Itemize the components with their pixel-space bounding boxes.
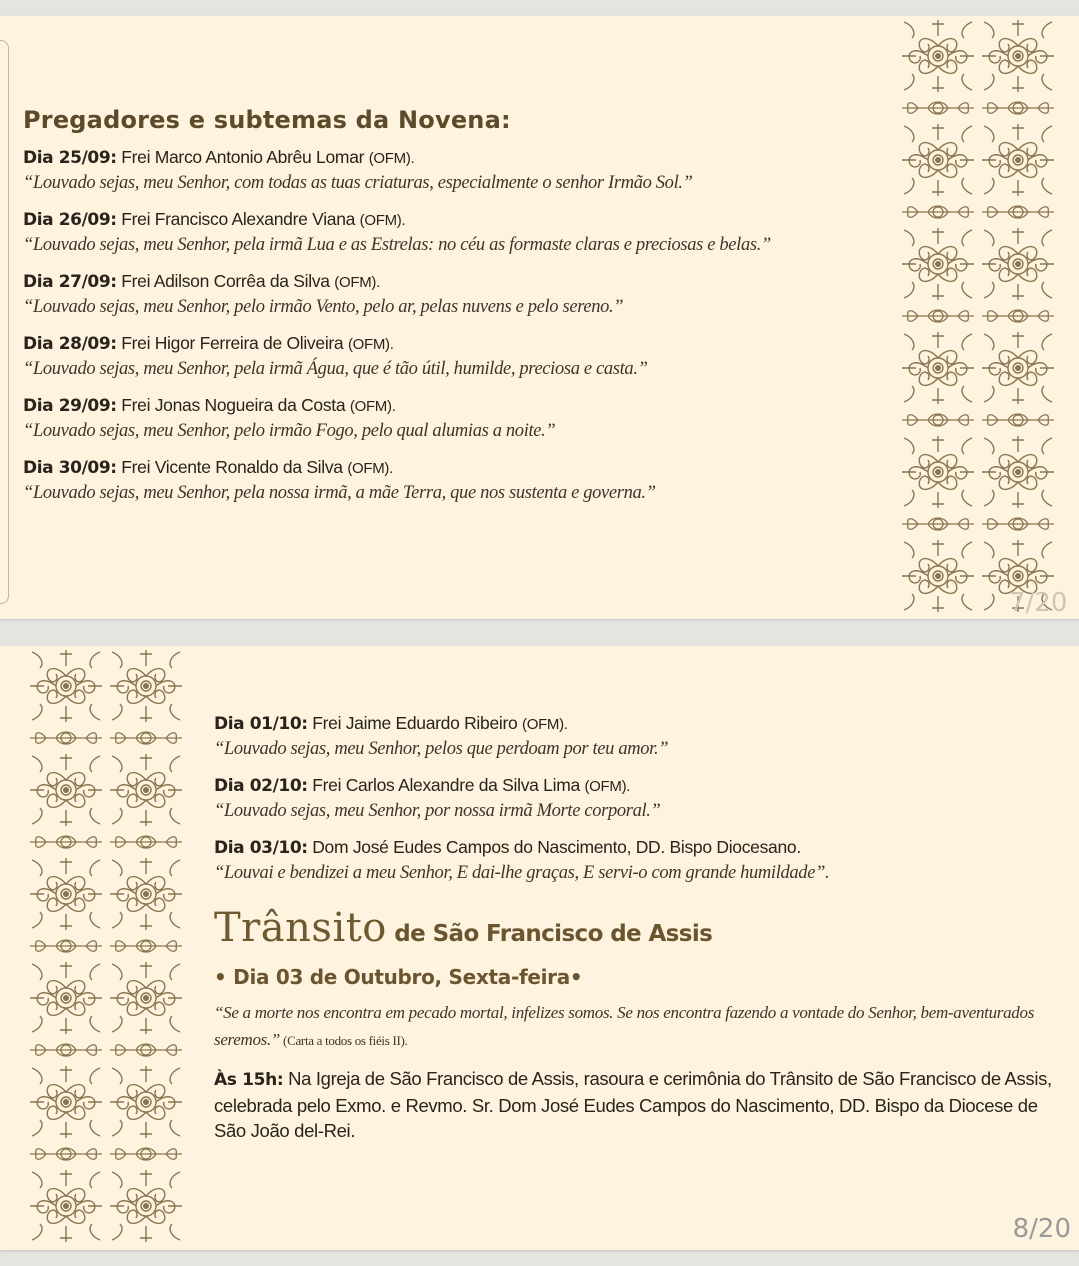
day-quote: “Louvado sejas, meu Senhor, pela irmã Lua e as Estrelas: no céu as formaste claras e preciosas e belas.” — [23, 235, 771, 255]
page-number: 8/20 — [1012, 1214, 1071, 1244]
ornament-pattern — [896, 16, 1060, 619]
ofm-tag: (OFM). — [584, 778, 631, 795]
preacher-name: Frei Jaime Eduardo Ribeiro — [307, 713, 522, 733]
day-quote: “Louvado sejas, meu Senhor, pelo irmão Fogo, pelo qual alumias a noite.” — [23, 421, 556, 441]
day-quote: “Louvado sejas, meu Senhor, pelos que perdoam por teu amor.” — [214, 739, 669, 759]
day-label: Dia 03/10: — [214, 838, 308, 858]
page-number: 7/20 — [1009, 588, 1068, 618]
transito-title-small: de São Francisco de Assis — [386, 921, 713, 947]
day-label: Dia 26/09: — [23, 210, 117, 230]
day-item — [23, 394, 883, 444]
day-line — [214, 712, 1074, 736]
day-label: Dia 27/09: — [23, 272, 117, 292]
ornament-border-right — [896, 16, 1060, 619]
left-scroll-tab[interactable] — [0, 40, 9, 604]
day-quote: “Louvado sejas, meu Senhor, pelo irmão Vento, pelo ar, pelas nuvens e pelo sereno.” — [23, 297, 624, 317]
ornament-border-left — [24, 646, 188, 1250]
day-item — [23, 270, 883, 320]
preacher-name: Frei Adilson Corrêa da Silva — [116, 271, 335, 291]
transito-quote-text: “Se a morte nos encontra em pecado mortal, infelizes somos. Se nos encontra fazendo a vontade do Senhor, bem-aventurados seremos.” — [214, 1003, 1035, 1049]
transito-title-big: Trânsito — [214, 905, 387, 951]
preacher-name: Frei Carlos Alexandre da Silva Lima — [307, 775, 585, 795]
day-quote: “Louvado sejas, meu Senhor, pela irmã Água, que é tão útil, humilde, preciosa e casta.” — [23, 359, 648, 379]
page-8 — [0, 646, 1079, 1250]
day-quote: “Louvado sejas, meu Senhor, com todas as tuas criaturas, especialmente o senhor Irmão Sol.” — [23, 173, 693, 193]
ofm-tag: (OFM). — [347, 336, 394, 353]
transito-quote — [214, 999, 1074, 1054]
day-quote: “Louvado sejas, meu Senhor, pela nossa irmã, a mãe Terra, que nos sustenta e governa.” — [23, 483, 656, 503]
ceremony-time: Às 15h: — [214, 1070, 284, 1090]
ceremony-text — [214, 1066, 1074, 1143]
day-label: Dia 01/10: — [214, 714, 308, 734]
day-line — [23, 146, 883, 170]
preacher-name: Frei Francisco Alexandre Viana — [116, 209, 360, 229]
ofm-tag: (OFM). — [522, 716, 568, 733]
day-label: Dia 29/09: — [23, 396, 117, 416]
day-label: Dia 28/09: — [23, 334, 117, 354]
transito-quote-ref: (Carta a todos os fiéis II). — [280, 1033, 408, 1048]
day-label: Dia 30/09: — [23, 458, 117, 478]
day-quote: “Louvado sejas, meu Senhor, por nossa irmã Morte corporal.” — [214, 801, 661, 821]
day-item — [23, 456, 883, 506]
novena-content — [23, 106, 883, 518]
day-line — [23, 270, 883, 294]
day-line — [214, 836, 1074, 860]
ceremony-description: Na Igreja de São Francisco de Assis, rasoura e cerimônia do Trânsito de São Francisco de Assis, celebrada pelo Exmo. e Revmo. Sr. Dom José Eudes Campos do Nascimento, DD. Bispo da Diocese de São João del-Rei. — [214, 1068, 1052, 1141]
preacher-name: Frei Jonas Nogueira da Costa — [116, 395, 350, 415]
ofm-tag: (OFM). — [368, 150, 415, 167]
transito-date: • Dia 03 de Outubro, Sexta-feira• — [214, 965, 583, 989]
preacher-name: Frei Vicente Ronaldo da Silva — [116, 457, 348, 477]
ofm-tag: (OFM). — [347, 460, 393, 477]
day-item — [214, 836, 1074, 886]
preacher-name: Dom José Eudes Campos do Nascimento, DD. Bispo Diocesano. — [307, 837, 801, 857]
day-item — [214, 774, 1074, 824]
novena-heading: Pregadores e subtemas da Novena: — [23, 106, 511, 134]
ornament-pattern — [24, 646, 188, 1250]
day-item — [23, 208, 883, 258]
preacher-name: Frei Marco Antonio Abrêu Lomar — [116, 147, 369, 167]
ofm-tag: (OFM). — [359, 212, 406, 229]
day-item — [214, 712, 1074, 762]
page-7 — [0, 16, 1079, 619]
preacher-name: Frei Higor Ferreira de Oliveira — [116, 333, 348, 353]
ofm-tag: (OFM). — [334, 274, 380, 291]
day-label: Dia 02/10: — [214, 776, 308, 796]
day-quote: “Louvai e bendizei a meu Senhor, E dai-lhe graças, E servi-o com grande humildade”. — [214, 863, 830, 883]
day-label: Dia 25/09: — [23, 148, 117, 168]
day-item — [23, 146, 883, 196]
transito-title — [214, 904, 1074, 961]
day-line — [214, 774, 1074, 798]
october-content — [214, 712, 1074, 1143]
day-line — [23, 394, 883, 418]
ofm-tag: (OFM). — [349, 398, 396, 415]
day-line — [23, 456, 883, 480]
day-line — [23, 208, 883, 232]
day-item — [23, 332, 883, 382]
day-line — [23, 332, 883, 356]
